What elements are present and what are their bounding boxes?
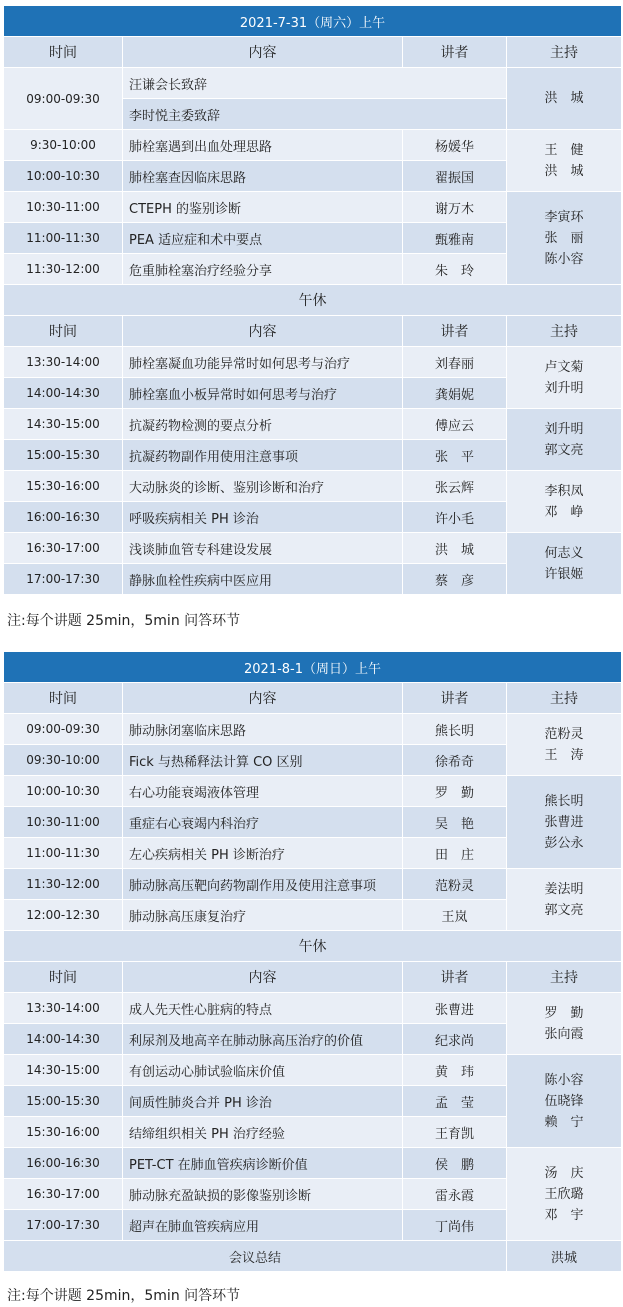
session-speaker: 熊长明: [403, 714, 507, 745]
header-speaker: 讲者: [403, 683, 507, 714]
header-host: 主持: [507, 37, 622, 68]
session-topic: 李时悦主委致辞: [123, 99, 507, 130]
session-time: 09:30-10:00: [4, 745, 123, 776]
session-speaker: 张 平: [403, 440, 507, 471]
session-speaker: 徐希奇: [403, 745, 507, 776]
session-topic: 抗凝药物检测的要点分析: [123, 409, 403, 440]
session-time: 10:30-11:00: [4, 807, 123, 838]
session-host: [507, 130, 622, 192]
session-time: 10:00-10:30: [4, 776, 123, 807]
session-time: 11:30-12:00: [4, 254, 123, 285]
session-time: 12:00-12:30: [4, 900, 123, 931]
host-name: 郭文亮: [544, 902, 584, 918]
session-time: 14:30-15:00: [4, 409, 123, 440]
session-time: 13:30-14:00: [4, 347, 123, 378]
host-name: 王 涛: [544, 747, 584, 763]
header-content: 内容: [123, 683, 403, 714]
header-host: 主持: [507, 683, 622, 714]
session-topic: 重症右心衰竭内科治疗: [123, 807, 403, 838]
session-topic: 肺动脉充盈缺损的影像鉴别诊断: [123, 1179, 403, 1210]
host-name: 王 健: [544, 142, 584, 158]
header-row: [4, 316, 622, 347]
summary-label: 会议总结: [4, 1241, 507, 1272]
header-content: 内容: [123, 37, 403, 68]
header-row: [4, 37, 622, 68]
session-time: 16:30-17:00: [4, 1179, 123, 1210]
session-topic: 肺动脉闭塞临床思路: [123, 714, 403, 745]
session-time: 9:30-10:00: [4, 130, 123, 161]
host-name: 王欣璐: [544, 1186, 584, 1202]
session-host: [507, 409, 622, 471]
session-topic: Fick 与热稀释法计算 CO 区别: [123, 745, 403, 776]
header-row: [4, 683, 622, 714]
summary-host: 洪城: [507, 1241, 622, 1272]
header-host: 主持: [507, 316, 622, 347]
session-topic: 左心疾病相关 PH 诊断治疗: [123, 838, 403, 869]
host-name: 许银姬: [544, 566, 584, 582]
header-host: 主持: [507, 962, 622, 993]
header-speaker: 讲者: [403, 962, 507, 993]
session-time: 13:30-14:00: [4, 993, 123, 1024]
session-speaker: 刘春丽: [403, 347, 507, 378]
session-speaker: 孟 莹: [403, 1086, 507, 1117]
host-name: 邓 峥: [544, 504, 584, 520]
session-topic: PET-CT 在肺血管疾病诊断价值: [123, 1148, 403, 1179]
schedule-table-day2: [3, 651, 622, 1272]
session-time: 11:00-11:30: [4, 838, 123, 869]
session-topic: 浅谈肺血管专科建设发展: [123, 533, 403, 564]
session-topic: 肺栓塞遇到出血处理思路: [123, 130, 403, 161]
host-name: 郭文亮: [544, 442, 584, 458]
session-speaker: 田 庄: [403, 838, 507, 869]
session-speaker: 洪 城: [403, 533, 507, 564]
session-host: [507, 471, 622, 533]
session-time: 16:00-16:30: [4, 502, 123, 533]
table-row: [4, 471, 622, 502]
session-speaker: 傅应云: [403, 409, 507, 440]
header-time: 时间: [4, 316, 123, 347]
session-topic: 肺动脉高压康复治疗: [123, 900, 403, 931]
session-host: [507, 68, 622, 130]
session-host: [507, 714, 622, 776]
session-time: 16:30-17:00: [4, 533, 123, 564]
table-row: [4, 776, 622, 807]
host-name: 范粉灵: [544, 726, 584, 742]
session-time: 09:00-09:30: [4, 714, 123, 745]
session-topic: 抗凝药物副作用使用注意事项: [123, 440, 403, 471]
session-speaker: 黄 玮: [403, 1055, 507, 1086]
session-time: 14:00-14:30: [4, 378, 123, 409]
session-topic: 肺栓塞查因临床思路: [123, 161, 403, 192]
host-name: 汤 庆: [544, 1165, 584, 1181]
header-time: 时间: [4, 683, 123, 714]
footnote: 注:每个讲题 25min，5min 问答环节: [7, 613, 241, 629]
session-speaker: 甄雅南: [403, 223, 507, 254]
lunch-label: 午休: [4, 931, 622, 962]
host-name: 姜法明: [544, 881, 584, 897]
table-row: [4, 192, 622, 223]
session-time: 15:00-15:30: [4, 440, 123, 471]
day-title: 2021-7-31（周六）上午: [4, 6, 622, 37]
session-speaker: 丁尚伟: [403, 1210, 507, 1241]
session-speaker: 朱 玲: [403, 254, 507, 285]
session-topic: 超声在肺血管疾病应用: [123, 1210, 403, 1241]
session-speaker: 翟振国: [403, 161, 507, 192]
table-row: [4, 68, 622, 99]
session-time: 10:00-10:30: [4, 161, 123, 192]
session-topic: 大动脉炎的诊断、鉴别诊断和治疗: [123, 471, 403, 502]
summary-row: [4, 1241, 622, 1272]
session-time: 16:00-16:30: [4, 1148, 123, 1179]
header-speaker: 讲者: [403, 316, 507, 347]
session-topic: 肺栓塞凝血功能异常时如何思考与治疗: [123, 347, 403, 378]
session-topic: 汪谦会长致辞: [123, 68, 507, 99]
table-row: [4, 714, 622, 745]
session-host: [507, 192, 622, 285]
session-time: 11:00-11:30: [4, 223, 123, 254]
session-topic: 危重肺栓塞治疗经验分享: [123, 254, 403, 285]
session-time: 14:00-14:30: [4, 1024, 123, 1055]
table-row: [4, 409, 622, 440]
session-host: [507, 1148, 622, 1241]
header-row: [4, 962, 622, 993]
session-host: [507, 347, 622, 409]
session-host: [507, 869, 622, 931]
lunch-label: 午休: [4, 285, 622, 316]
session-time: 11:30-12:00: [4, 869, 123, 900]
session-topic: 间质性肺炎合并 PH 诊治: [123, 1086, 403, 1117]
host-name: 卢文菊: [544, 359, 584, 375]
session-topic: CTEPH 的鉴别诊断: [123, 192, 403, 223]
table-row: [4, 347, 622, 378]
session-speaker: 许小毛: [403, 502, 507, 533]
host-name: 何志义: [544, 545, 584, 561]
host-name: 洪 城: [544, 163, 584, 179]
host-name: 彭公永: [544, 835, 584, 851]
session-speaker: 雷永霞: [403, 1179, 507, 1210]
session-topic: 肺栓塞血小板异常时如何思考与治疗: [123, 378, 403, 409]
host-name: 洪 城: [544, 91, 584, 106]
session-speaker: 罗 勤: [403, 776, 507, 807]
header-content: 内容: [123, 962, 403, 993]
session-speaker: 王岚: [403, 900, 507, 931]
session-speaker: 吴 艳: [403, 807, 507, 838]
session-topic: 静脉血栓性疾病中医应用: [123, 564, 403, 595]
session-time: 15:30-16:00: [4, 471, 123, 502]
table-row: [4, 130, 622, 161]
host-name: 陈小容: [544, 1072, 584, 1088]
table-row: [4, 1055, 622, 1086]
table-row: [4, 533, 622, 564]
session-speaker: 王育凯: [403, 1117, 507, 1148]
host-name: 罗 勤: [544, 1005, 584, 1021]
session-time: 17:00-17:30: [4, 1210, 123, 1241]
host-name: 赖 宁: [544, 1114, 584, 1130]
header-content: 内容: [123, 316, 403, 347]
host-name: 陈小容: [544, 251, 584, 267]
session-topic: 右心功能衰竭液体管理: [123, 776, 403, 807]
session-speaker: 范粉灵: [403, 869, 507, 900]
host-name: 李积凤: [544, 483, 584, 499]
session-topic: 呼吸疾病相关 PH 诊治: [123, 502, 403, 533]
session-time: 14:30-15:00: [4, 1055, 123, 1086]
host-name: 伍晓锋: [544, 1093, 584, 1109]
header-time: 时间: [4, 37, 123, 68]
session-speaker: 杨媛华: [403, 130, 507, 161]
session-speaker: 张曹进: [403, 993, 507, 1024]
session-time: 17:00-17:30: [4, 564, 123, 595]
host-name: 张 丽: [544, 230, 584, 246]
session-time: 15:30-16:00: [4, 1117, 123, 1148]
session-time: 10:30-11:00: [4, 192, 123, 223]
session-host: [507, 533, 622, 595]
session-topic: PEA 适应症和术中要点: [123, 223, 403, 254]
footnote: 注:每个讲题 25min，5min 问答环节: [7, 1288, 241, 1304]
header-time: 时间: [4, 962, 123, 993]
session-host: [507, 993, 622, 1055]
host-name: 张曹进: [544, 814, 584, 830]
session-topic: 成人先天性心脏病的特点: [123, 993, 403, 1024]
session-host: [507, 1055, 622, 1148]
session-speaker: 侯 鹏: [403, 1148, 507, 1179]
session-speaker: 龚娟妮: [403, 378, 507, 409]
session-host: [507, 776, 622, 869]
host-name: 刘升明: [544, 380, 584, 396]
schedule-table-day1: [3, 5, 622, 595]
session-topic: 肺动脉高压靶向药物副作用及使用注意事项: [123, 869, 403, 900]
lunch-row: [4, 931, 622, 962]
lunch-row: [4, 285, 622, 316]
session-speaker: 蔡 彦: [403, 564, 507, 595]
session-speaker: 谢万木: [403, 192, 507, 223]
host-name: 熊长明: [544, 793, 584, 809]
day-title: 2021-8-1（周日）上午: [4, 652, 622, 683]
session-topic: 结缔组织相关 PH 治疗经验: [123, 1117, 403, 1148]
table-row: [4, 993, 622, 1024]
table-row: [4, 869, 622, 900]
session-speaker: 张云辉: [403, 471, 507, 502]
session-time: 09:00-09:30: [4, 68, 123, 130]
session-time: 15:00-15:30: [4, 1086, 123, 1117]
header-speaker: 讲者: [403, 37, 507, 68]
table-row: [4, 1148, 622, 1179]
session-speaker: 纪求尚: [403, 1024, 507, 1055]
session-topic: 有创运动心肺试验临床价值: [123, 1055, 403, 1086]
host-name: 邓 宇: [544, 1207, 584, 1223]
host-name: 李寅环: [544, 209, 584, 225]
session-topic: 利尿剂及地高辛在肺动脉高压治疗的价值: [123, 1024, 403, 1055]
host-name: 刘升明: [544, 421, 584, 437]
host-name: 张向霞: [544, 1026, 584, 1042]
